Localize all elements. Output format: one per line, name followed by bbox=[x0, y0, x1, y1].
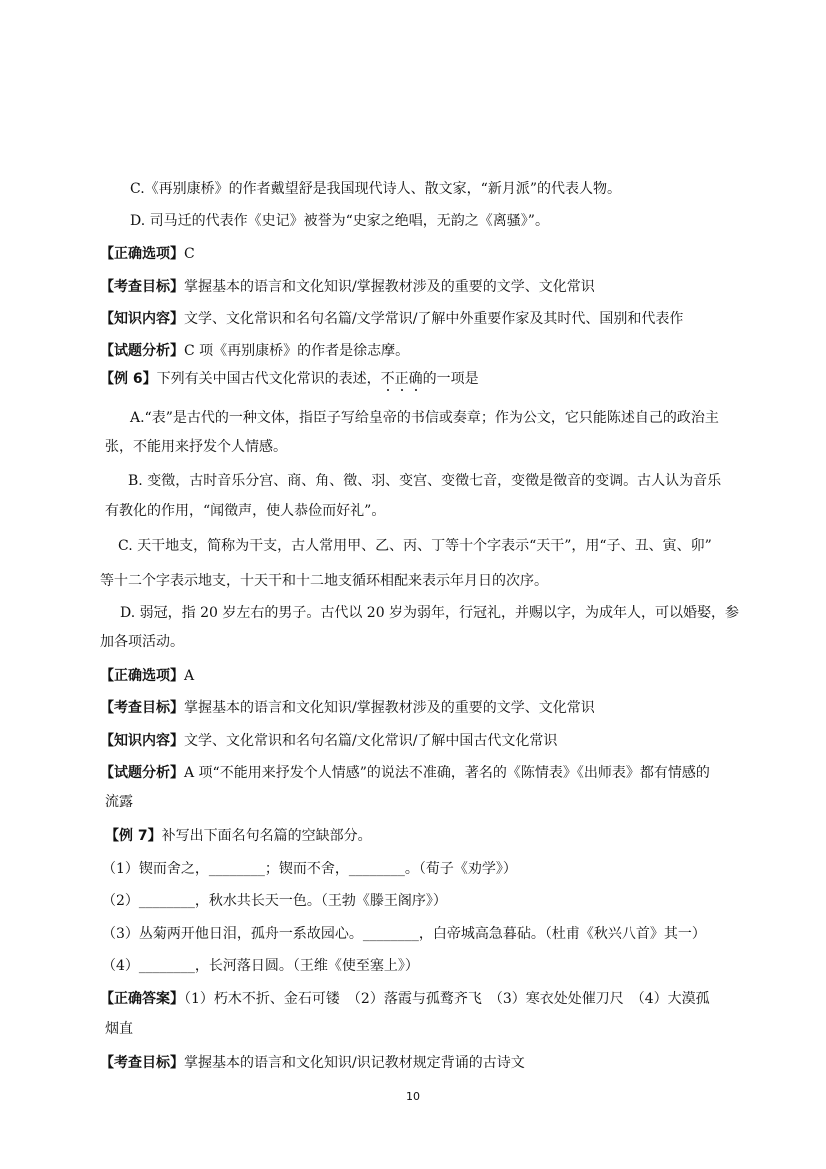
emphasis-char: 确 bbox=[408, 371, 423, 387]
q7-answer-cont: 烟直 bbox=[105, 1021, 133, 1037]
q7-answer-line bbox=[100, 989, 710, 1009]
q7-goal-line bbox=[100, 1053, 525, 1073]
q7-item-3: （3）丛菊两开他日泪，孤舟一系故园心。________，白帝城高急暮砧。（杜甫《秋兴八首》其一） bbox=[102, 926, 706, 942]
question-6-tag: 【例 6】 bbox=[100, 371, 157, 387]
stem-text: 补写出下面名句名篇的空缺部分。 bbox=[161, 828, 372, 844]
goal-tag: 【考查目标】 bbox=[100, 1055, 184, 1071]
answer-value: C bbox=[184, 246, 195, 262]
answer-tag: 【正确选项】 bbox=[100, 246, 184, 262]
goal-text: 掌握基本的语言和文化知识/掌握教材涉及的重要的文学、文化常识 bbox=[184, 279, 595, 295]
q6-option-a-cont: 张，不能用来抒发个人情感。 bbox=[105, 439, 287, 455]
q6-option-d-cont: 加各项活动。 bbox=[100, 634, 184, 650]
analysis-tag: 【试题分析】 bbox=[100, 343, 184, 359]
analysis-text: C 项《再别康桥》的作者是徐志摩。 bbox=[184, 343, 410, 359]
q6-goal-line bbox=[100, 698, 595, 718]
analysis-tag: 【试题分析】 bbox=[100, 765, 184, 781]
analysis-line bbox=[100, 341, 409, 361]
q6-option-c: C. 天干地支，简称为干支，古人常用甲、乙、丙、丁等十个字表示“天干”，用“子、丑、寅、卯” bbox=[118, 538, 712, 554]
answer-text: （1）朽木不折、金石可镂 （2）落霞与孤鹜齐飞 （3）寒衣处处催刀尺 （4）大漠孤 bbox=[184, 991, 710, 1007]
q6-knowledge-line bbox=[100, 731, 557, 751]
answer-tag: 【正确答案】 bbox=[100, 991, 184, 1007]
knowledge-text: 文学、文化常识和名句名篇/文化常识/了解中国古代文化常识 bbox=[184, 733, 558, 749]
q6-option-c-cont: 等十二个字表示地支，十天干和十二地支循环相配来表示年月日的次序。 bbox=[100, 573, 548, 589]
knowledge-text: 文学、文化常识和名句名篇/文学常识/了解中外重要作家及其时代、国别和代表作 bbox=[184, 311, 684, 327]
page-number: 10 bbox=[406, 1090, 420, 1103]
q6-option-b-cont: 有教化的作用，“闻徵声，使人恭俭而好礼”。 bbox=[105, 503, 386, 519]
knowledge-tag: 【知识内容】 bbox=[100, 733, 184, 749]
question-6-stem bbox=[100, 369, 479, 389]
analysis-text: A 项“不能用来抒发个人情感”的说法不准确，著名的《陈情表》《出师表》都有情感的 bbox=[184, 765, 710, 781]
goal-text: 掌握基本的语言和文化知识/识记教材规定背诵的古诗文 bbox=[184, 1055, 525, 1071]
question-7-stem bbox=[105, 826, 372, 846]
answer-line bbox=[100, 244, 195, 264]
emphasis-char: 正 bbox=[394, 371, 409, 387]
stem-text: 下列有关中国古代文化常识的表述， bbox=[156, 371, 381, 387]
goal-line bbox=[100, 277, 595, 297]
question-7-tag: 【例 7】 bbox=[105, 828, 162, 844]
emphasis-char: 不 bbox=[380, 371, 395, 387]
q6-analysis-cont: 流露 bbox=[105, 794, 133, 810]
goal-tag: 【考查目标】 bbox=[100, 279, 184, 295]
option-c: C.《再别康桥》的作者戴望舒是我国现代诗人、散文家，“新月派”的代表人物。 bbox=[130, 181, 621, 197]
goal-tag: 【考查目标】 bbox=[100, 700, 184, 716]
answer-value: A bbox=[184, 668, 195, 684]
answer-tag: 【正确选项】 bbox=[100, 668, 184, 684]
option-d: D. 司马迁的代表作《史记》被誉为“史家之绝唱，无韵之《离骚》”。 bbox=[130, 213, 549, 229]
q6-option-d: D. 弱冠，指 20 岁左右的男子。古代以 20 岁为弱年，行冠礼，并赐以字，为成年人，可以婚娶，参 bbox=[120, 605, 740, 621]
q7-item-1: （1）锲而舍之，________；锲而不舍，________。（荀子《劝学》） bbox=[102, 861, 517, 877]
q6-option-a: A.“表”是古代的一种文体，指臣子写给皇帝的书信或奏章；作为公文，它只能陈述自己的政治主 bbox=[130, 410, 719, 426]
q6-answer-line bbox=[100, 666, 194, 686]
q6-analysis-line bbox=[100, 763, 710, 783]
knowledge-tag: 【知识内容】 bbox=[100, 311, 184, 327]
q7-item-4: （4）________，长河落日圆。（王维《使至塞上》） bbox=[102, 958, 419, 974]
stem-text: 的一项是 bbox=[422, 371, 479, 387]
q7-item-2: （2）________，秋水共长天一色。（王勃《滕王阁序》） bbox=[102, 893, 447, 909]
q6-option-b: B. 变徵，古时音乐分宫、商、角、徵、羽、变宫、变徵七音，变徵是徵音的变调。古人认为音乐 bbox=[128, 473, 722, 489]
knowledge-line bbox=[100, 309, 683, 329]
goal-text: 掌握基本的语言和文化知识/掌握教材涉及的重要的文学、文化常识 bbox=[184, 700, 595, 716]
